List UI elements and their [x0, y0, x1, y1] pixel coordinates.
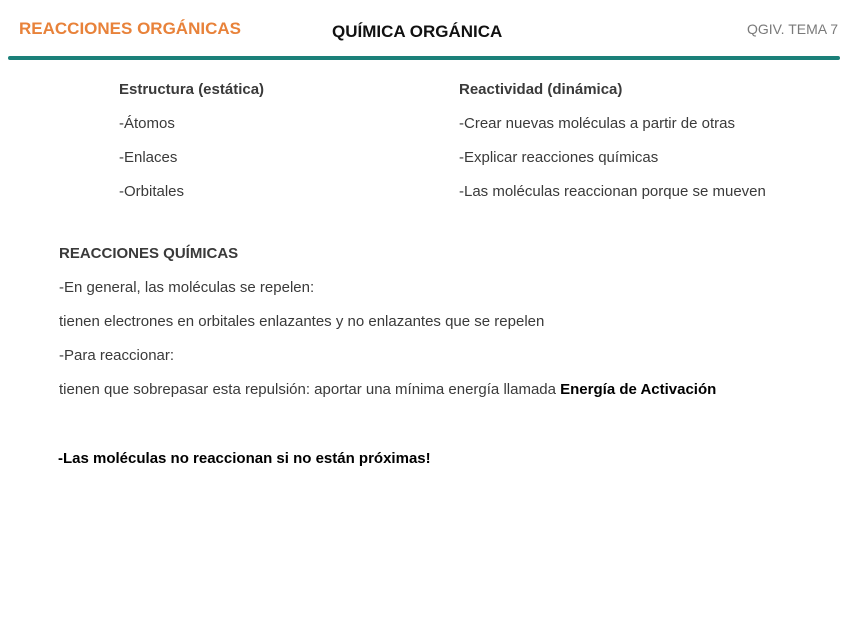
section-title: REACCIONES ORGÁNICAS — [19, 19, 241, 38]
reactions-line — [59, 380, 716, 414]
reactions-section — [59, 244, 716, 414]
structure-item: -Orbitales — [119, 183, 185, 200]
reactions-line-prefix: tienen que sobrepasar esta repulsión: aportar una mínima energía llamada — [59, 381, 561, 398]
topic-tag: QGIV. TEMA 7 — [746, 21, 838, 37]
reactivity-item: -Crear nuevas moléculas a partir de otras — [459, 115, 735, 132]
reactivity-column — [459, 80, 766, 216]
reactions-line: -En general, las moléculas se repelen: — [59, 279, 315, 296]
structure-heading: Estructura (estática) — [119, 81, 265, 98]
structure-item: -Átomos — [119, 115, 175, 132]
reactions-line: -Para reaccionar: — [59, 347, 175, 364]
reactions-heading: REACCIONES QUÍMICAS — [59, 245, 239, 262]
course-title: QUÍMICA ORGÁNICA — [332, 22, 503, 41]
reactions-line: tienen electrones en orbitales enlazantes y no enlazantes que se repelen — [59, 313, 545, 330]
header-divider — [8, 56, 840, 60]
reactivity-item: -Explicar reacciones químicas — [459, 149, 659, 166]
reactivity-heading: Reactividad (dinámica) — [459, 81, 623, 98]
reactivity-item: -Las moléculas reaccionan porque se mueven — [459, 183, 766, 200]
structure-item: -Enlaces — [119, 149, 178, 166]
activation-energy-term: Energía de Activación — [560, 381, 717, 398]
conclusion-statement: -Las moléculas no reaccionan si no están próximas! — [58, 450, 431, 467]
structure-column — [119, 80, 264, 216]
